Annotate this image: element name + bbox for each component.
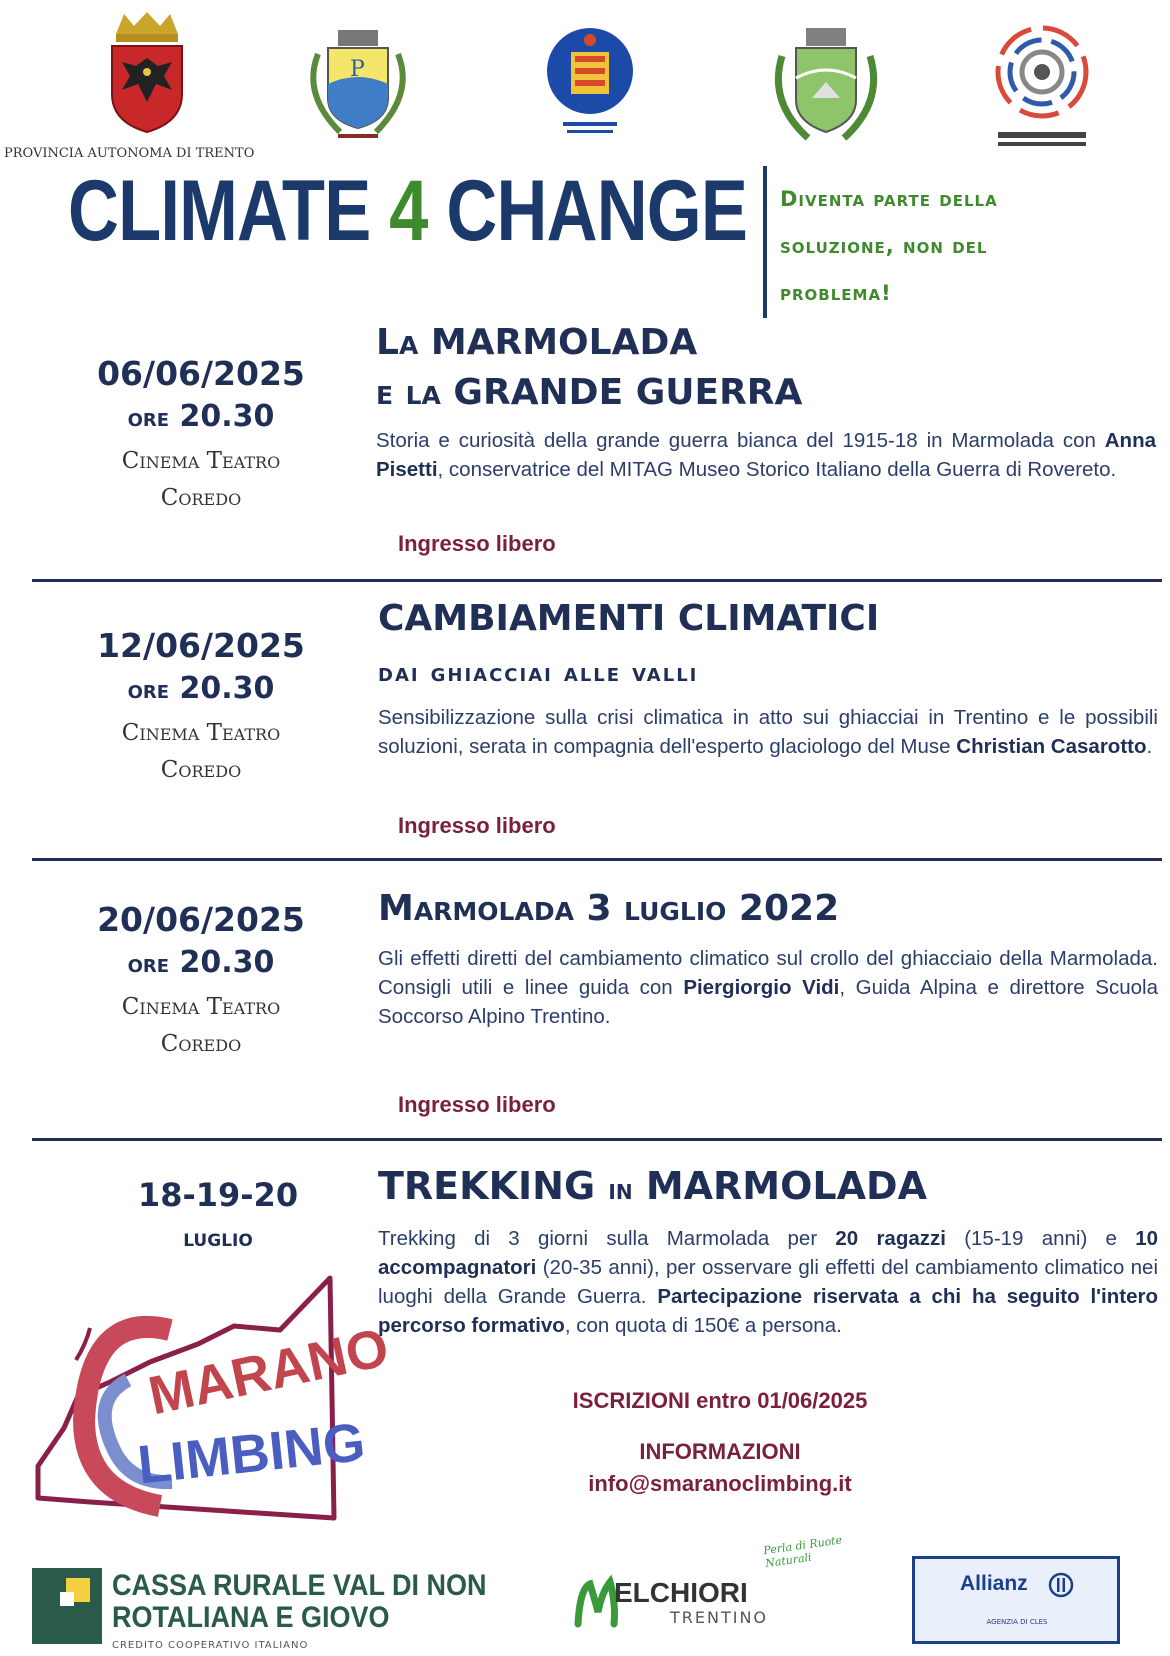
melchiori-script: Perla di Ruote Naturali [762, 1533, 843, 1571]
title-part-2: CHANGE [427, 163, 748, 259]
desc-text: Gli effetti diretti del cambiamento climatico sul crollo del ghiacciaio della Marmolada. Consigli utili e linee guida con [378, 947, 1158, 999]
time-value: 20.30 [179, 945, 275, 980]
event-3-description [378, 944, 1158, 1031]
trekking-title [378, 1164, 927, 1208]
event-2-date-block [36, 624, 366, 789]
event-3-title: Marmolada 3 luglio 2022 [378, 888, 840, 929]
event-date: 20/06/2025 [97, 900, 305, 939]
time-prefix: ore [127, 403, 170, 433]
event-venue-2: Coredo [160, 485, 242, 511]
event-time [36, 396, 366, 439]
smarano-line-2: LIMBING [134, 1411, 368, 1496]
desc-speaker: Anna Pisetti [376, 429, 1156, 481]
melchiori-subtitle: TRENTINO [670, 1608, 769, 1627]
desc-text: (20-35 anni), per osservare gli effetti del cambiamento climatico nei luoghi della Grande Guerra. [378, 1256, 1158, 1308]
provincia-crest-icon [108, 10, 186, 134]
event-venue-2: Coredo [160, 1031, 242, 1057]
info-label: INFORMAZIONI [639, 1439, 801, 1464]
trekking-month: luglio [183, 1224, 253, 1252]
page-title [68, 163, 748, 259]
desc-speaker: Piergiorgio Vidi [683, 976, 840, 999]
event-1-date-block [36, 352, 366, 517]
event-date: 06/06/2025 [97, 354, 305, 393]
desc-text: , con quota di 150€ a persona. [564, 1314, 842, 1337]
politiche-giovanili-logo-icon [990, 22, 1100, 152]
smarano-line-1: MARANO [143, 1317, 394, 1427]
cassa-rurale-subtitle: CREDITO COOPERATIVO ITALIANO [112, 1640, 309, 1651]
desc-text: . [1146, 735, 1153, 758]
slogan-line-1: Diventa parte della [780, 187, 998, 211]
event-venue-2: Coredo [160, 757, 242, 783]
event-3-entry: Ingresso libero [398, 1092, 556, 1117]
desc-highlight: Partecipazione riservata a chi ha seguito l'intero percorso formativo [378, 1285, 1158, 1337]
separator-1 [32, 579, 1162, 582]
event-2-title-line-1: CAMBIAMENTI CLIMATICI [378, 598, 880, 639]
title-part: MARMOLADA [632, 1164, 928, 1208]
info-email[interactable]: info@smaranoclimbing.it [588, 1471, 852, 1496]
desc-text: Trekking di 3 giorni sulla Marmolada per [378, 1227, 836, 1250]
time-value: 20.30 [179, 399, 275, 434]
desc-highlight: 10 accompagnatori [378, 1227, 1158, 1279]
event-2-description [378, 703, 1158, 761]
cassa-line-2: ROTALIANA E GIOVO [112, 1601, 390, 1634]
registration-deadline: ISCRIZIONI entro 01/06/2025 [572, 1388, 868, 1413]
event-3-date-block [36, 898, 366, 1063]
event-time [36, 942, 366, 985]
allianz-logo-box [912, 1556, 1120, 1644]
event-venue-1: Cinema Teatro [121, 720, 281, 746]
event-1-entry: Ingresso libero [398, 531, 556, 556]
smarano-climbing-logo [30, 1270, 394, 1542]
allianz-eagle-icon [1048, 1572, 1074, 1598]
slogan [780, 176, 1125, 317]
trekking-description [378, 1224, 1158, 1340]
title-part: in [608, 1173, 633, 1206]
provincia-label: PROVINCIA AUTONOMA DI TRENTO [4, 146, 255, 161]
separator-2 [32, 858, 1162, 861]
desc-text: (15-19 anni) e [945, 1227, 1136, 1250]
title-part: TREKKING [378, 1164, 609, 1208]
event-2-entry: Ingresso libero [398, 813, 556, 838]
piano-giovani-logo-icon [545, 26, 635, 142]
cassa-rurale-logo-icon [32, 1568, 102, 1644]
desc-text: Sensibilizzazione sulla crisi climatica in atto sui ghiacciai in Trentino e le possibili soluzioni, serata in compagnia dell'esperto glaciologo del Muse [378, 706, 1158, 758]
title-number: 4 [389, 163, 428, 259]
event-venue-1: Cinema Teatro [121, 994, 281, 1020]
slogan-line-2: soluzione, non del [780, 234, 988, 258]
slogan-line-3: problema! [780, 281, 892, 305]
event-2-title-line-2: dai ghiacciai alle valli [378, 658, 699, 688]
allianz-subtitle: AGENZIA DI CLES [986, 1618, 1048, 1626]
allianz-name: Allianz [960, 1572, 1028, 1595]
desc-highlight: 20 ragazzi [835, 1227, 946, 1250]
comune-crest-icon [298, 24, 418, 142]
comune-crest-2-icon [768, 22, 884, 146]
event-venue-1: Cinema Teatro [121, 448, 281, 474]
event-date: 12/06/2025 [97, 626, 305, 665]
cassa-line-1: CASSA RURALE VAL DI NON [112, 1569, 487, 1602]
desc-text: , Guida Alpina e direttore Scuola Soccorso Alpino Trentino. [378, 976, 1158, 1028]
trekking-date-block [118, 1172, 318, 1258]
title-part-1: CLIMATE [68, 163, 390, 259]
time-prefix: ore [127, 949, 170, 979]
time-value: 20.30 [179, 671, 275, 706]
svg-text:P: P [350, 57, 365, 82]
melchiori-name: ELCHIORI [614, 1577, 748, 1608]
cassa-rurale-name [112, 1570, 487, 1634]
desc-text: , conservatrice del MITAG Museo Storico Italiano della Guerra di Rovereto. [437, 458, 1117, 481]
time-prefix: ore [127, 675, 170, 705]
event-1-title-line-2: e la GRANDE GUERRA [376, 372, 803, 413]
event-time [36, 668, 366, 711]
desc-text: Storia e curiosità della grande guerra bianca del 1915-18 in Marmolada con [376, 429, 1105, 452]
info-block [520, 1436, 920, 1500]
desc-speaker: Christian Casarotto [956, 735, 1147, 758]
trekking-dates: 18-19-20 [137, 1176, 299, 1214]
event-1-title-line-1: La MARMOLADA [376, 322, 698, 363]
separator-3 [32, 1138, 1162, 1141]
event-1-description [376, 426, 1156, 484]
title-divider [763, 166, 767, 318]
